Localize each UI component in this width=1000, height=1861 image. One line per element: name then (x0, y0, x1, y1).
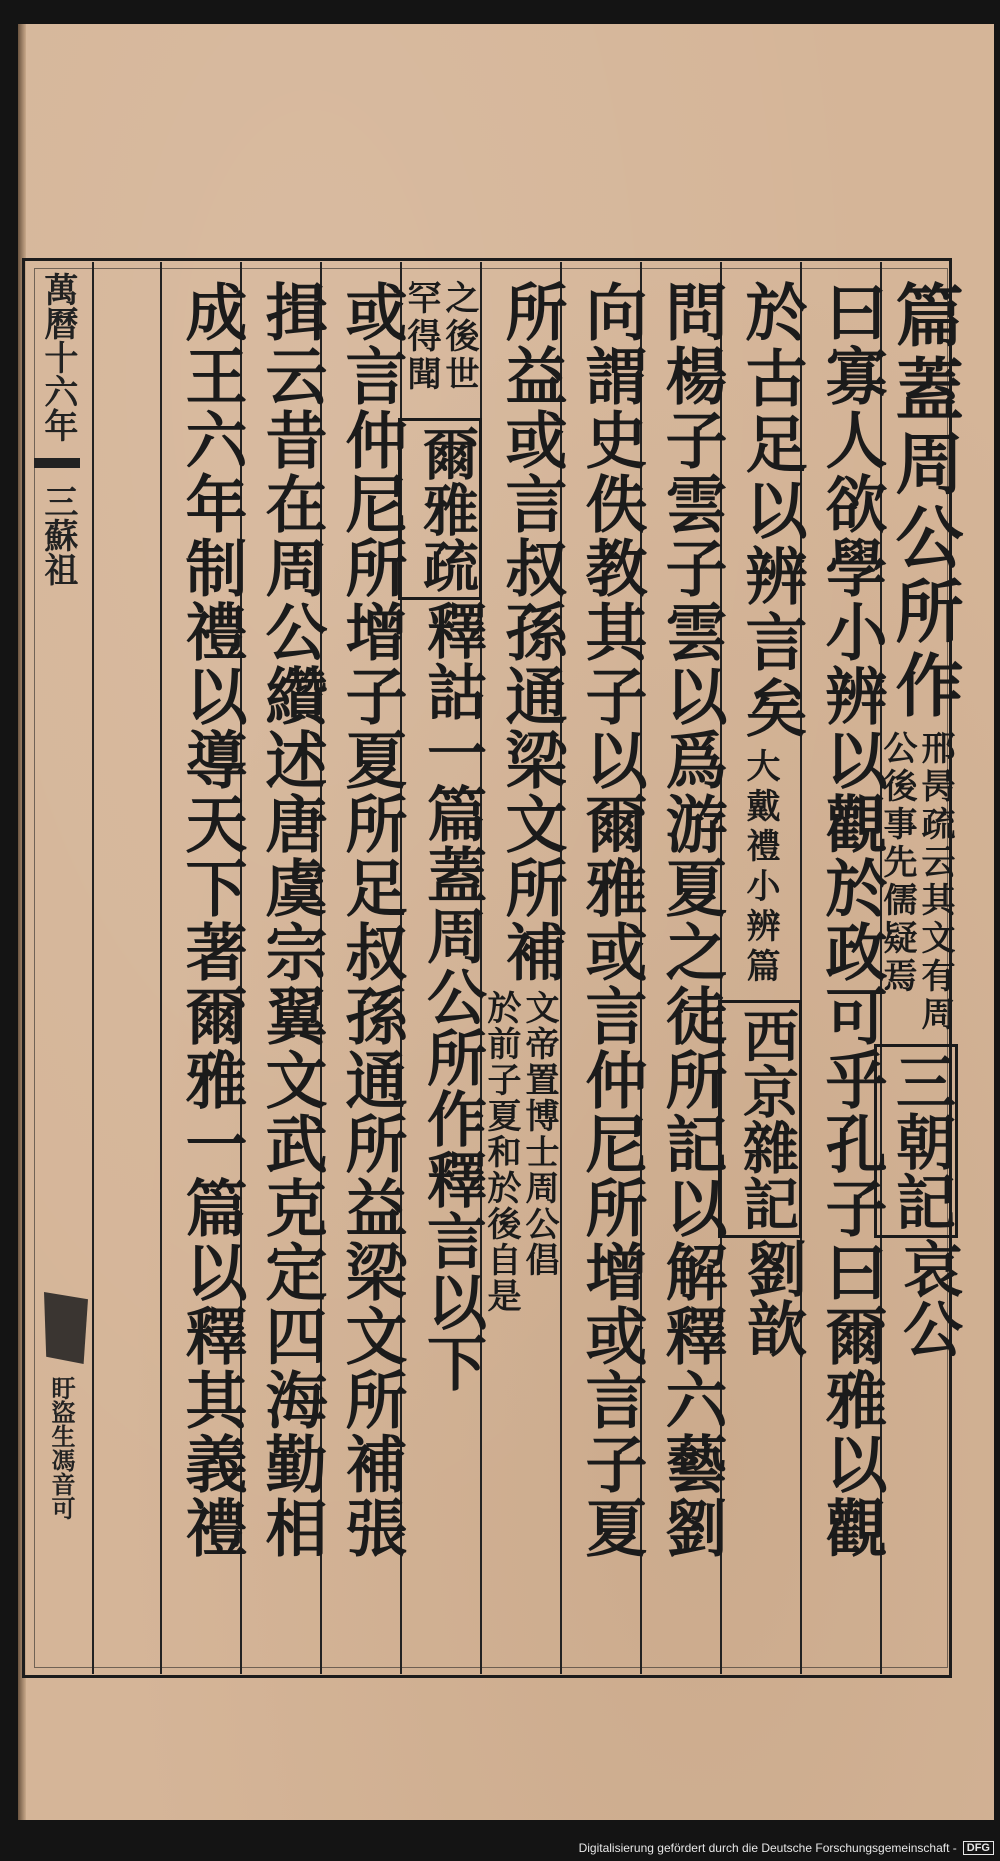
text-column-2 (800, 280, 888, 1560)
column-main-text: 問楊子雲子雲以爲游夏之徒所記以解釋六藝劉 (655, 280, 728, 1560)
credit-text: Digitalisierung gefördert durch die Deutsche Forschungsgemeinschaft - (578, 1841, 957, 1855)
column-main-text: 曰寡人欲學小辨以觀於政可乎孔子曰爾雅以觀 (815, 280, 888, 1560)
column-main-text: 向謂史佚教其子以爾雅或言仲尼所增或言子夏 (575, 280, 648, 1560)
text-column-5 (560, 280, 648, 1560)
text-column-9 (240, 280, 328, 1560)
boxed-title: 三朝記 (874, 1044, 958, 1238)
column-main-text: 或言仲尼所增子夏所足叔孫通所益梁文所補張 (335, 280, 408, 1560)
annotation-line: 公後事先儒疑焉 (877, 730, 917, 996)
column-main-text: 篇蓋周公所作 (884, 280, 964, 724)
annotation-line: 大戴禮小辨篇 (740, 748, 780, 988)
text-column-8 (320, 280, 408, 1560)
column-main-text: 所益或言叔孫通梁文所補 (495, 280, 568, 984)
text-column-4 (640, 280, 728, 1560)
column-rule (92, 262, 94, 1674)
margin-title-text: 三蘇祖 (37, 484, 78, 586)
dfg-logo: DFG (963, 1841, 994, 1855)
column-main-text: 釋詁一篇蓋周公所作釋言以下 (417, 600, 487, 1393)
boxed-title: 爾雅疏 (398, 418, 482, 600)
margin-carver-text: 盱盜生馮音可 (47, 1376, 76, 1520)
text-column-7 (400, 280, 487, 1393)
margin-era-text: 萬曆十六年 (37, 272, 78, 442)
column-tail-text: 劉歆 (737, 1238, 807, 1358)
boxed-title: 西京雜記 (718, 1000, 802, 1238)
column-tail-text: 哀公 (893, 1238, 963, 1358)
margin-ink-mark (44, 1292, 88, 1364)
annotation-line: 邢昺疏云其文有周 (915, 730, 955, 1034)
annotation-block (401, 280, 479, 394)
margin-bottom-column (44, 1376, 88, 1524)
digitization-credit (579, 1841, 994, 1855)
annotation-block (481, 990, 559, 1314)
column-main-text: 成王六年制禮以導天下著爾雅一篇以釋其義禮 (175, 280, 248, 1560)
text-column-6 (480, 280, 568, 1314)
annotation-block (877, 730, 955, 1034)
annotation-line: 於前子夏和於後自是 (481, 990, 521, 1314)
column-main-text: 揖云昔在周公纘述唐虞宗翼文武克定四海勤相 (255, 280, 328, 1560)
text-column-3 (720, 280, 808, 1358)
margin-fishtail-mark (34, 458, 80, 468)
annotation-line: 罕得聞 (401, 280, 441, 394)
page-margin-column (26, 272, 88, 586)
column-main-text: 於古足以辨言矣 (735, 280, 808, 742)
text-column-10 (160, 280, 248, 1560)
annotation-line: 文帝置博士周公倡 (519, 990, 559, 1278)
annotation-line: 之後世 (439, 280, 479, 394)
